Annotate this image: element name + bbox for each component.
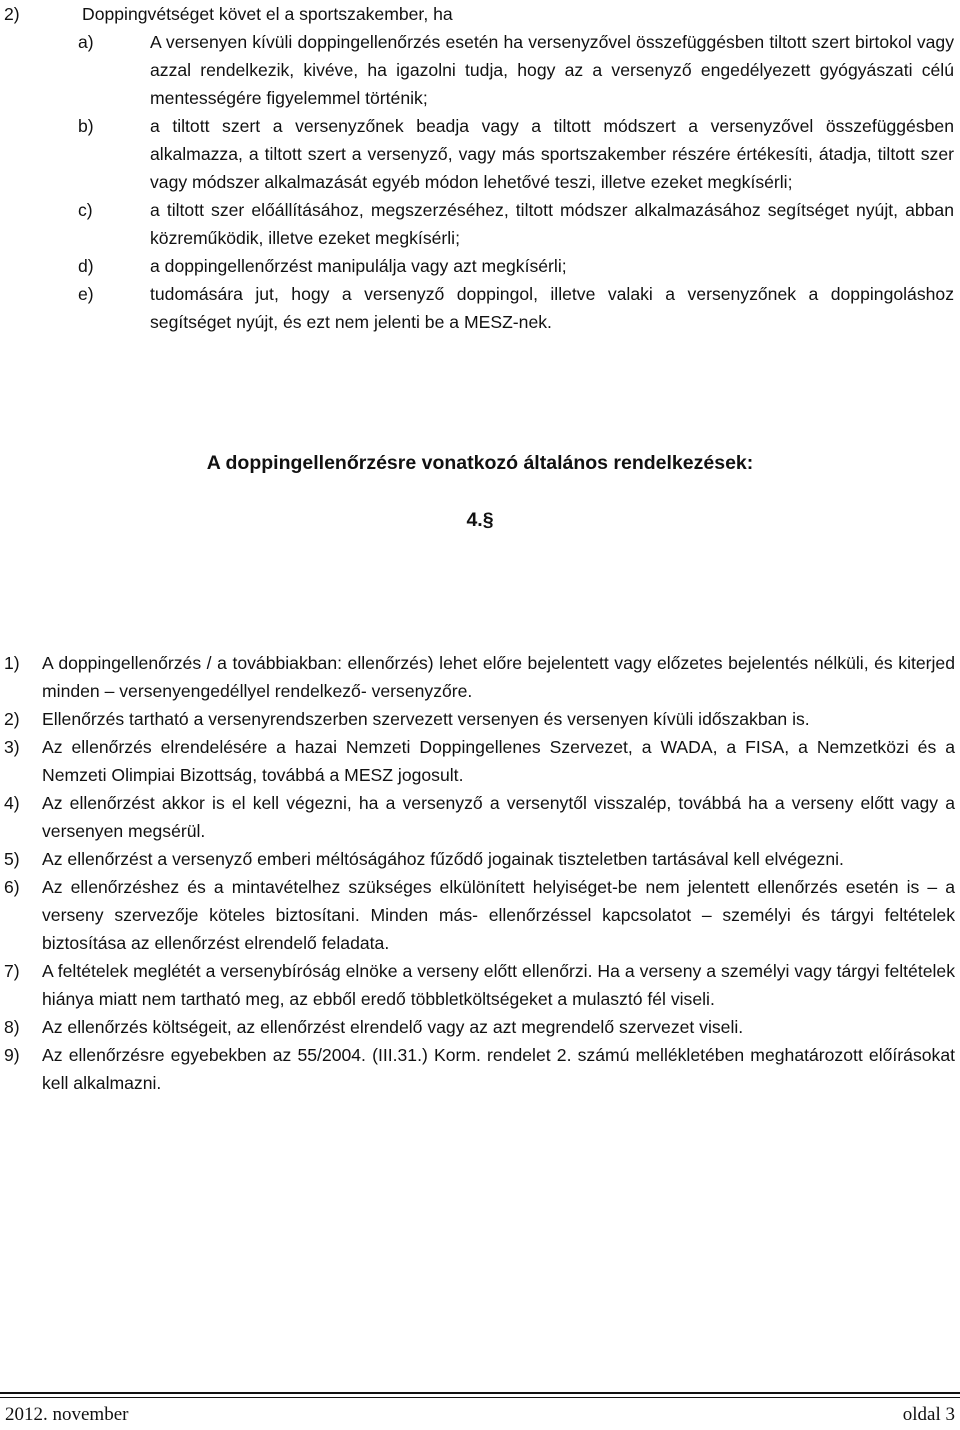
list-item-text: Az ellenőrzés elrendelésére a hazai Nemzeti Doppingellenes Szervezet, a WADA, a FISA, a Nemzetközi és a Nemzeti Olimpiai Bizottság, továbbá a MESZ jogosult. [42, 737, 955, 785]
list-item [4, 1013, 955, 1041]
sub-item-label: c) [78, 200, 93, 220]
list-item-number: 9) [4, 1045, 20, 1065]
sub-item-text: tudomására jut, hogy a versenyző doppingol, illetve valaki a versenyzőnek a doppingoláshoz segítséget nyújt, és ezt nem jelenti be a MESZ-nek. [150, 284, 954, 332]
list-item-text: Ellenőrzés tartható a versenyrendszerben szervezett versenyen és versenyen kívüli időszakban is. [42, 709, 810, 729]
list-item-number: 5) [4, 849, 20, 869]
list-item [4, 733, 955, 789]
list-item-number: 8) [4, 1017, 20, 1037]
sub-item-a [4, 28, 954, 112]
paragraph-sign [0, 509, 960, 532]
list-item-text: Az ellenőrzést akkor is el kell végezni, ha a versenyző a versenytől visszalép, továbbá ha a verseny előtt vagy a versenyen megsérül. [42, 793, 955, 841]
sub-item-text: a tiltott szer előállításához, megszerzéséhez, tiltott módszer alkalmazásához segítséget nyújt, abban közreműködik, illetve ezeket megkísérli; [150, 200, 954, 248]
list-item-text: A feltételek meglétét a versenybíróság elnöke a verseny előtt ellenőrzi. Ha a verseny a személyi vagy tárgyi feltételek hiánya miatt nem tartható meg, az ebből eredő többletköltségeket a mulasztó fél viseli. [42, 961, 955, 1009]
sub-item-text: a doppingellenőrzést manipulálja vagy azt megkísérli; [150, 256, 567, 276]
list-item-text: A doppingellenőrzés / a továbbiakban: ellenőrzés) lehet előre bejelentett vagy előzetes bejelentés nélküli, és kiterjed minden – versenyengedéllyel rendelkező- versenyzőre. [42, 653, 955, 701]
footer-date: 2012. november [5, 1404, 129, 1425]
paragraph-number: 4.§ [466, 509, 494, 531]
footer-page-number: oldal 3 [902, 1404, 955, 1425]
list-item [4, 789, 955, 845]
list-item [4, 873, 955, 957]
list-item-number: 2) [4, 709, 20, 729]
footer-divider [0, 1392, 960, 1398]
section-2 [4, 0, 954, 336]
list-item-text: Az ellenőrzés költségeit, az ellenőrzést elrendelő vagy az azt megrendelő szervezet viseli. [42, 1017, 744, 1037]
section-4-list [4, 649, 955, 1097]
list-item-text: Az ellenőrzésre egyebekben az 55/2004. (III.31.) Korm. rendelet 2. számú mellékletében meghatározott előírásokat kell alkalmazni. [42, 1045, 955, 1093]
list-item [4, 649, 955, 705]
sub-item-text: A versenyen kívüli doppingellenőrzés esetén ha versenyzővel összefüggésben tiltott szert birtokol vagy azzal rendelkezik, kivéve, ha igazolni tudja, hogy az a versenyző engedélyezett gyógyászati célú mentességére figyelemmel történik; [150, 32, 954, 108]
list-item-number: 7) [4, 961, 20, 981]
list-item-number: 4) [4, 793, 20, 813]
section-heading: A doppingellenőrzésre vonatkozó általános rendelkezések: [206, 452, 754, 474]
sub-item-c [4, 196, 954, 252]
sub-item-label: e) [78, 284, 94, 304]
list-item-text: Az ellenőrzéshez és a mintavételhez szükséges elkülönített helyiséget-be nem jelentett ellenőrzés esetén is – a verseny szervezője köteles biztosítani. Minden más- ellenőrzéssel kapcsolatot – személyi és tárgyi feltételek biztosítása az ellenőrzést elrendelő feladata. [42, 877, 955, 953]
list-item-number: 1) [4, 653, 20, 673]
list-item [4, 1041, 955, 1097]
list-item-number: 3) [4, 737, 20, 757]
sub-item-b [4, 112, 954, 196]
list-item [4, 957, 955, 1013]
section-2-intro: Doppingvétséget követ el a sportszakember, ha [82, 4, 453, 24]
list-item [4, 705, 955, 733]
sub-item-label: d) [78, 256, 94, 276]
sub-item-label: b) [78, 116, 94, 136]
list-item-number: 6) [4, 877, 20, 897]
list-item-text: Az ellenőrzést a versenyző emberi méltóságához fűződő jogainak tiszteletben tartásával kell elvégezni. [42, 849, 844, 869]
section-2-number: 2) [4, 4, 20, 24]
list-item [4, 845, 955, 873]
sub-item-e [4, 280, 954, 336]
sub-item-d [4, 252, 954, 280]
sub-item-label: a) [78, 32, 94, 52]
section-2-header [4, 0, 954, 28]
sub-item-text: a tiltott szert a versenyzőnek beadja vagy a tiltott módszert a versenyzővel összefüggésben alkalmazza, a tiltott szert a versenyző, vagy más sportszakember részére értékesíti, átadja, tiltott szer vagy módszer alkalmazását egyéb módon lehetővé teszi, illetve ezeket megkísérli; [150, 116, 954, 192]
